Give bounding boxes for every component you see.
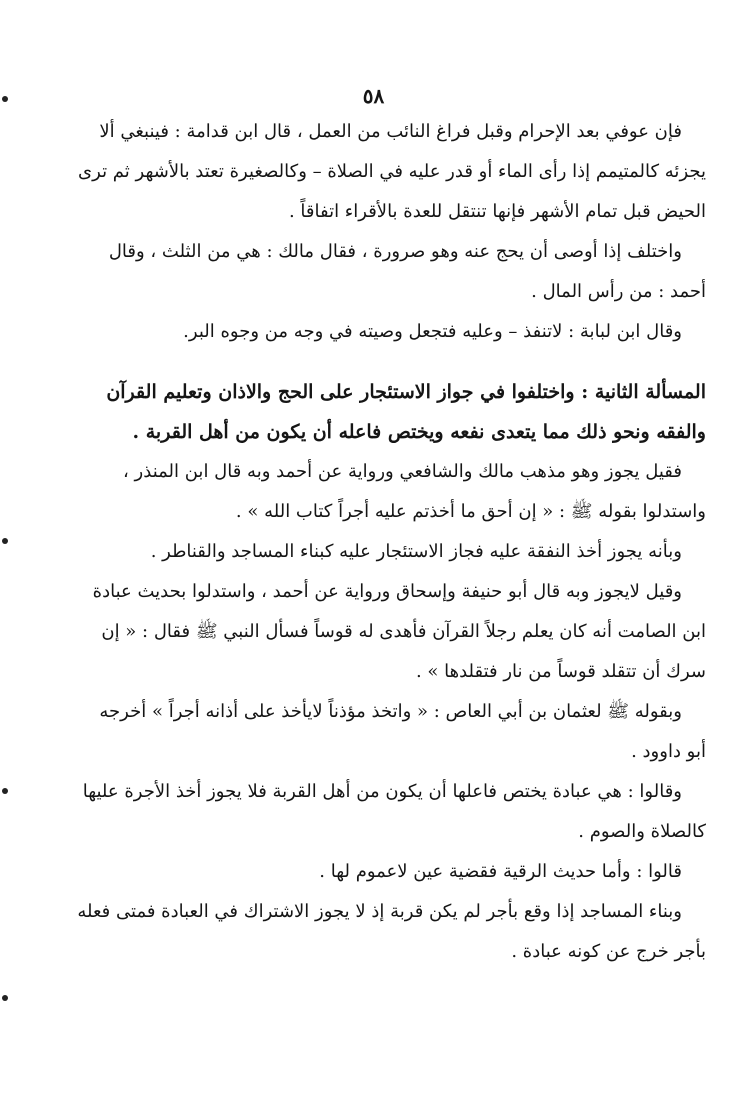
margin-mark xyxy=(2,96,8,102)
text-line: فقيل يجوز وهو مذهب مالك والشافعي ورواية عن أحمد وبه قال ابن المنذر ، xyxy=(123,461,682,482)
text-line: واختلف إذا أوصى أن يحج عنه وهو صرورة ، فقال مالك : هي من الثلث ، وقال xyxy=(108,241,682,262)
paragraph-11 xyxy=(60,892,706,972)
text-line: يجزئه كالمتيمم إذا رأى الماء أو قدر عليه في الصلاة – وكالصغيرة تعتد بالأشهر ثم ترى xyxy=(78,161,706,182)
paragraph-10 xyxy=(60,852,706,892)
paragraph-1 xyxy=(60,112,706,232)
text-line: فإن عوفي بعد الإحرام وقبل فراغ النائب من العمل ، قال ابن قدامة : فينبغي ألا xyxy=(99,121,682,142)
heading-line: والفقه ونحو ذلك مما يتعدى نفعه ويختص فاعله أن يكون من أهل القربة . xyxy=(132,421,706,443)
margin-mark xyxy=(2,538,8,544)
text-line: وبقوله ﷺ لعثمان بن أبي العاص : « واتخذ مؤذناً لايأخذ على أذانه أجراً » أخرجه xyxy=(99,701,682,722)
text-line: وقالوا : هي عبادة يختص فاعلها أن يكون من أهل القربة فلا يجوز أخذ الأجرة عليها xyxy=(82,781,682,802)
text-line: وبأنه يجوز أخذ النفقة عليه فجاز الاستئجار عليه كبناء المساجد والقناطر . xyxy=(150,541,682,562)
text-line: قالوا : وأما حديث الرقية فقضية عين لاعموم لها . xyxy=(319,861,682,882)
paragraph-9 xyxy=(60,772,706,852)
page-number: ٥٨ xyxy=(362,84,385,108)
text-line: وقيل لايجوز وبه قال أبو حنيفة وإسحاق ورواية عن أحمد ، واستدلوا بحديث عبادة xyxy=(92,581,682,602)
text-line: الحيض قبل تمام الأشهر فإنها تنتقل للعدة بالأقراء اتفاقاً . xyxy=(288,201,706,222)
text-line: وقال ابن لبابة : لاتنفذ – وعليه فتجعل وصيته في وجه من وجوه البر. xyxy=(183,321,682,342)
page-body xyxy=(60,112,706,972)
text-line: أبو داوود . xyxy=(631,741,706,762)
text-line: وبناء المساجد إذا وقع بأجر لم يكن قربة إذ لا يجوز الاشتراك في العبادة فمتى فعله xyxy=(77,901,682,922)
margin-mark xyxy=(2,995,8,1001)
text-line: سرك أن تتقلد قوساً من نار فتقلدها » . xyxy=(415,661,706,682)
text-line: واستدلوا بقوله ﷺ : « إن أحق ما أخذتم عليه أجراً كتاب الله » . xyxy=(235,501,706,522)
paragraph-3 xyxy=(60,312,706,352)
paragraph-6 xyxy=(60,532,706,572)
section-heading xyxy=(60,372,706,452)
text-line: كالصلاة والصوم . xyxy=(578,821,706,842)
text-line: بأجر خرج عن كونه عبادة . xyxy=(511,941,706,962)
paragraph-2 xyxy=(60,232,706,312)
paragraph-7 xyxy=(60,572,706,692)
text-line: أحمد : من رأس المال . xyxy=(531,281,706,302)
paragraph-5 xyxy=(60,452,706,532)
paragraph-8 xyxy=(60,692,706,772)
text-line: ابن الصامت أنه كان يعلم رجلاً القرآن فأهدى له قوساً فسأل النبي ﷺ فقال : « إن xyxy=(101,621,706,642)
heading-line: المسألة الثانية : واختلفوا في جواز الاستئجار على الحج والاذان وتعليم القرآن xyxy=(106,381,706,403)
margin-mark xyxy=(2,788,8,794)
